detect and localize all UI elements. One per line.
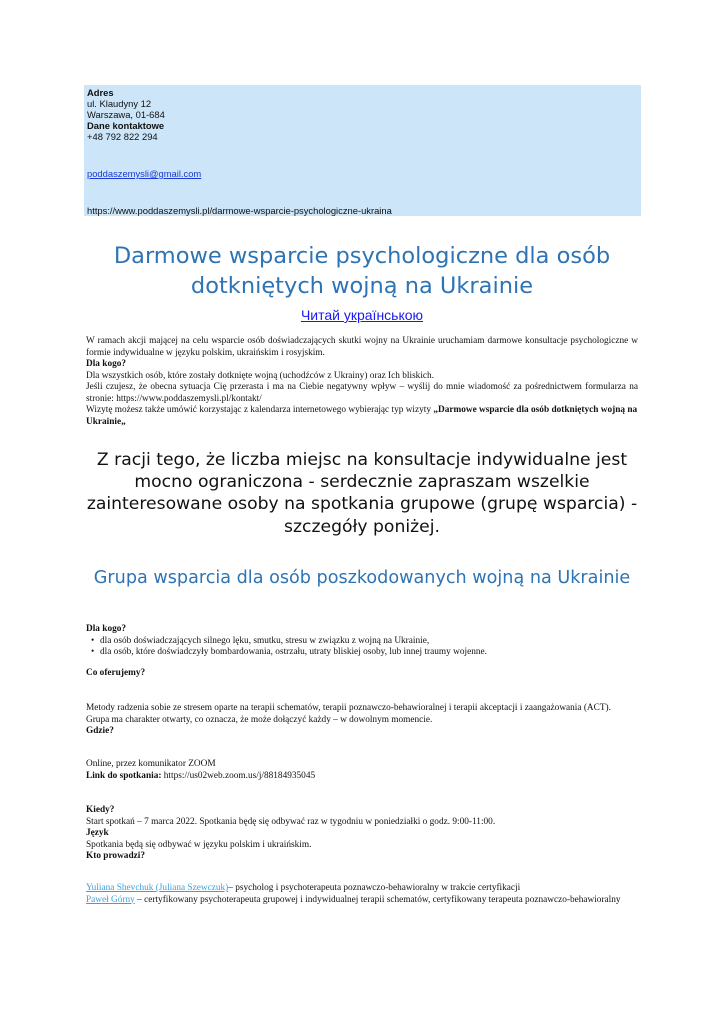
group-for-whom-list <box>86 636 642 659</box>
leader-1-link[interactable]: Yuliana Shevchuk (Juliana Szewczuk) <box>86 883 229 893</box>
leader-1-desc: – psycholog i psychoterapeuta poznawczo-behawioralny w trakcie certyfikacji <box>228 883 521 893</box>
visit-text-body: Wizytę możesz także umówić korzystając z kalendarza internetowego wybierając typ wizyty <box>86 405 434 415</box>
leader-1 <box>86 883 642 895</box>
contact-form-text: Jeśli czujesz, że obecna sytuacja Cię przerasta i ma na Ciebie negatywny wpływ – wyślij do mnie wiadomość za pośrednictwem formularza na stronie: https://www.poddaszemysli.pl/kontakt/ <box>86 382 638 404</box>
leader-2-desc: – certyfikowany psychoterapeuta grupowej i indywidualnej terapii schematów, certyfikowany terapeuta poznawczo-behawioralny <box>134 894 621 905</box>
where-section <box>86 759 642 782</box>
email-link[interactable]: poddaszemysli@gmail.com <box>87 168 202 179</box>
where-label: Gdzie? <box>86 726 114 736</box>
contact-box <box>84 85 641 216</box>
meeting-link-url[interactable]: https://us02web.zoom.us/j/88184935045 <box>163 770 316 781</box>
when-text: Start spotkań – 7 marca 2022. Spotkania będę się odbywać raz w tygodniu w poniedziałki o godz. 9:00-11:00. <box>86 816 496 827</box>
group-section-title: Grupa wsparcia dla osób poszkodowanych wojną na Ukrainie <box>93 568 631 588</box>
meeting-link-label: Link do spotkania: <box>86 770 162 781</box>
leader-2 <box>86 895 642 907</box>
list-item: • dla osób doświadczających silnego lęku, smutku, stresu w związku z wojną na Ukrainie, <box>86 636 642 648</box>
offer-label: Co oferujemy? <box>86 668 146 678</box>
who-label: Kto prowadzi? <box>86 851 145 861</box>
offer-section <box>86 703 642 738</box>
intro-section <box>86 336 638 428</box>
intro-paragraph: W ramach akcji mającej na celu wsparcie osób doświadczających skutki wojny na Ukrainie uruchamiam darmowe konsultacje psychologiczne w formie indywidualne w języku polskim, ukraińskim i rosyjskim. <box>86 336 638 358</box>
page-title: Darmowe wsparcie psychologiczne dla osób dotkniętych wojną na Ukrainie <box>113 243 611 299</box>
leaders-section <box>86 883 642 906</box>
where-text: Online, przez komunikator ZOOM <box>86 759 216 769</box>
for-whom-label: Dla kogo? <box>86 359 127 369</box>
ukrainian-version-link[interactable]: Читай українською <box>300 307 424 323</box>
phone: +48 792 822 294 <box>87 131 158 142</box>
contact-label: Dane kontaktowe <box>87 120 165 131</box>
visit-type: „Darmowe wsparcie dla osób dotkniętych wojną na Ukrainie„ <box>86 405 638 427</box>
when-label: Kiedy? <box>86 805 115 815</box>
leader-2-link[interactable]: Paweł Górny <box>86 894 135 905</box>
street: ul. Klaudyny 12 <box>87 98 152 109</box>
when-section <box>86 805 642 863</box>
for-whom-text: Dla wszystkich osób, które zostały dotknięte wojną (uchodźców z Ukrainy) oraz Ich bliskich. <box>86 370 435 381</box>
address-label: Adres <box>87 87 114 98</box>
language-label: Język <box>86 828 109 838</box>
meeting-link-line <box>86 771 642 783</box>
group-for-whom <box>86 624 642 659</box>
offer-text: Metody radzenia sobie ze stresem oparte na terapii schematów, terapii poznawczo-behawioralnej i terapii akceptacji i zaangażowania (ACT). <box>86 703 611 713</box>
language-text: Spotkania będą się odbywać w języku polskim i ukraińskim. <box>86 839 312 850</box>
visit-text <box>86 405 638 428</box>
group-invitation-callout: Z racji tego, że liczba miejsc na konsultacje indywidualne jest mocno ograniczona - serdecznie zapraszam wszelkie zainteresowane osoby na spotkania grupowe (grupę wsparcia) - szczegóły poniżej. <box>86 450 638 537</box>
group-for-whom-label: Dla kogo? <box>86 624 127 634</box>
page-url: https://www.poddaszemysli.pl/darmowe-wsparcie-psychologiczne-ukraina <box>87 205 392 216</box>
group-openness-text: Grupa ma charakter otwarty, co oznacza, że może dołączyć każdy – w dowolnym momencie. <box>86 714 433 725</box>
city: Warszawa, 01-684 <box>87 109 165 120</box>
list-item: • dla osób, które doświadczyły bombardowania, ostrzału, utraty bliskiej osoby, lub innej traumy wojenne. <box>86 647 642 659</box>
